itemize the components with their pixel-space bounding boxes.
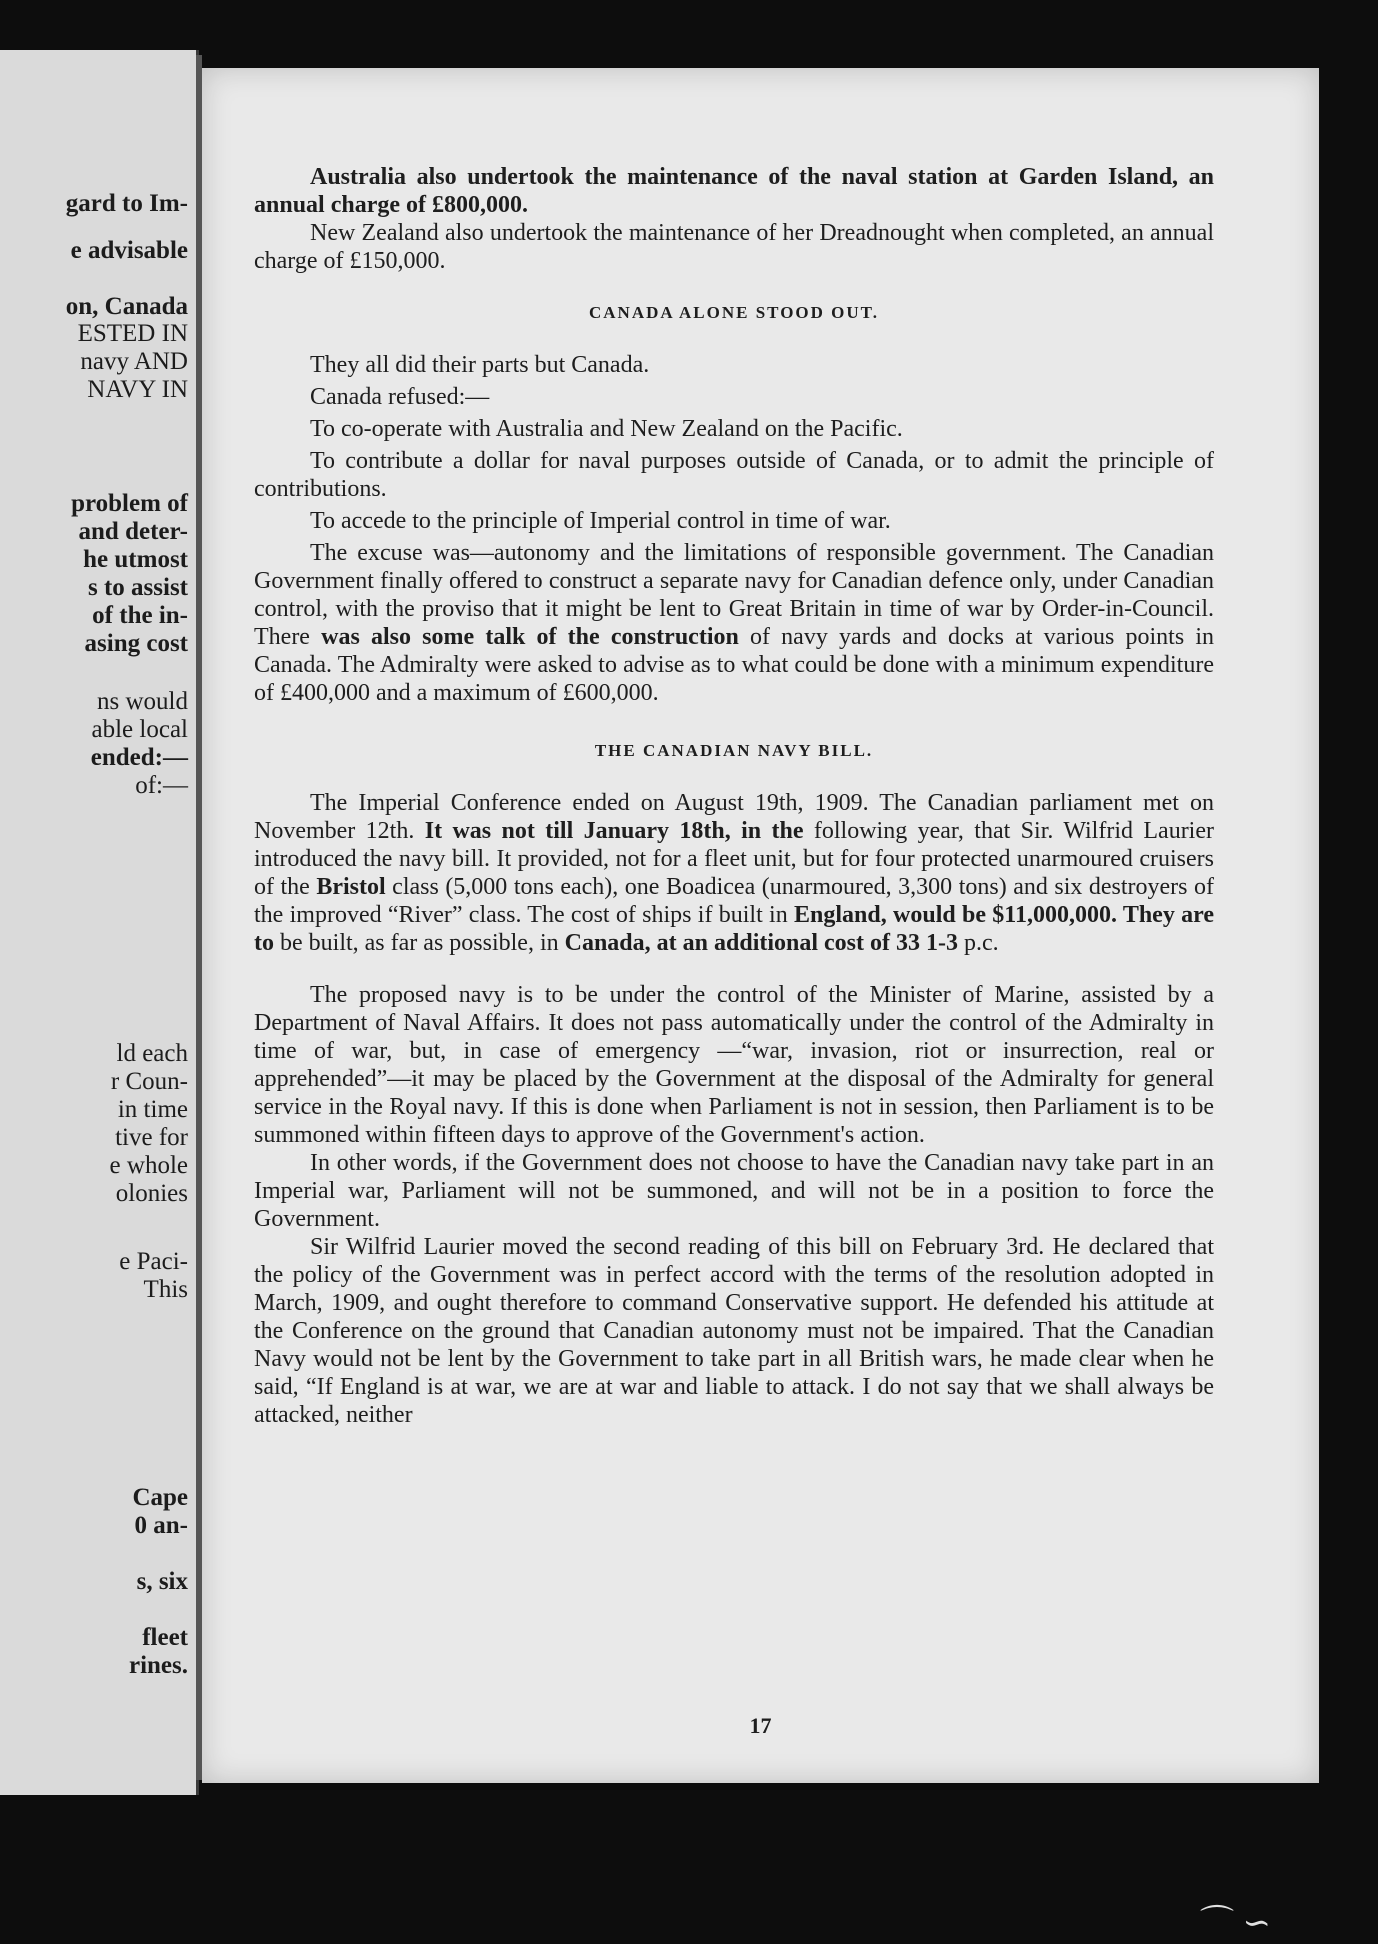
facing-page-line: ld each: [116, 1040, 188, 1067]
paragraph-australia: Australia also undertook the maintenance of the naval station at Garden Island, an annual charge of £800,000.: [254, 164, 1214, 218]
facing-page-line: Cape: [132, 1484, 188, 1511]
facing-page-line: 0 an-: [134, 1512, 188, 1539]
paragraph-accede: To accede to the principle of Imperial control in time of war.: [310, 508, 891, 534]
facing-page-line: fleet: [142, 1624, 188, 1651]
paragraph-second-reading: Sir Wilfrid Laurier moved the second reading of this bill on February 3rd. He declared that the policy of the Government was in perfect accord with the terms of the resolution adopted in March, 1909, and ought therefore to command Conservative support. He defended his attitude at the Conference on the ground that Canadian autonomy must not be impaired. That the Canadian Navy would not be lent by the Government to take part in all British wars, he made clear when he said, “If England is at war, we are at war and liable to attack. I do not say that we shall always be attacked, neither: [254, 1234, 1214, 1428]
facing-page-line: he utmost: [83, 546, 188, 573]
facing-page-line: problem of: [71, 490, 188, 517]
facing-page-line: ns would: [97, 688, 188, 715]
paragraph-new-zealand: New Zealand also undertook the maintenance of her Dreadnought when completed, an annual charge of £150,000.: [254, 220, 1214, 274]
paragraph-canada-refused: Canada refused:—: [310, 384, 490, 410]
paragraph-other-words: In other words, if the Government does not choose to have the Canadian navy take part in an Imperial war, Parliament will not be summoned, and will not be in a position to force the Government.: [254, 1150, 1214, 1232]
document-page: [202, 68, 1319, 1783]
facing-page-line: rines.: [128, 1652, 188, 1679]
text-column: [254, 163, 1214, 1429]
page-number: 17: [749, 1713, 772, 1738]
facing-page-line: of:—: [135, 772, 188, 799]
paragraph-co-operate: To co-operate with Australia and New Zealand on the Pacific.: [310, 416, 903, 442]
section-heading-navy-bill: THE CANADIAN NAVY BILL.: [594, 741, 874, 760]
facing-page-line: ESTED IN: [77, 320, 188, 347]
paragraph-their-parts: They all did their parts but Canada.: [310, 352, 650, 378]
scan-edge-artifact: ⌒ ∽: [1200, 1905, 1271, 1942]
paragraph-excuse: The excuse was—autonomy and the limitations of responsible government. The Canadian Government finally offered to construct a separate navy for Canadian defence only, under Canadian control, with the proviso that it might be lent to Great Britain in time of war by Order-in-Council. There was also some talk of the construction of navy yards and docks at various points in Canada. The Admiralty were asked to advise as to what could be done with a minimum expenditure of £400,000 and a maximum of £600,000.: [254, 540, 1214, 706]
facing-page-line: ended:—: [90, 744, 188, 771]
facing-page-line: e advisable: [70, 237, 188, 264]
section-heading-canada-alone: CANADA ALONE STOOD OUT.: [588, 303, 880, 322]
facing-page-line: navy AND: [80, 348, 188, 375]
facing-page-line: in time: [117, 1096, 188, 1123]
facing-page-line: asing cost: [84, 630, 188, 657]
facing-page-fragment: [0, 50, 199, 1795]
facing-page-line: gard to Im-: [65, 190, 188, 217]
facing-page-line: and deter-: [78, 518, 188, 545]
facing-page-line: s, six: [136, 1568, 188, 1595]
facing-page-line: on, Canada: [65, 293, 188, 320]
facing-page-line: able local: [91, 716, 188, 743]
facing-page-line: e Paci-: [119, 1248, 188, 1275]
facing-page-line: of the in-: [92, 602, 188, 629]
facing-page-line: olonies: [115, 1180, 188, 1207]
facing-page-line: tive for: [115, 1124, 188, 1151]
paragraph-imperial-conference: The Imperial Conference ended on August 19th, 1909. The Canadian parliament met on November 12th. It was not till January 18th, in the following year, that Sir. Wilfrid Laurier introduced the navy bill. It provided, not for a fleet unit, but for four protected unarmoured cruisers of the Bristol class (5,000 tons each), one Boadicea (unarmoured, 3,300 tons) and six destroyers of the improved “River” class. The cost of ships if built in England, would be $11,000,000. They are to be built, as far as possible, in Canada, at an additional cost of 33 1-3 p.c.: [254, 790, 1215, 956]
paragraph-contribute: To contribute a dollar for naval purposes outside of Canada, or to admit the principle of contributions.: [254, 448, 1214, 502]
facing-page-line: NAVY IN: [87, 376, 188, 403]
facing-page-line: This: [143, 1276, 188, 1303]
facing-page-line: e whole: [109, 1152, 188, 1179]
facing-page-line: s to assist: [87, 574, 188, 601]
paragraph-proposed-navy: The proposed navy is to be under the control of the Minister of Marine, assisted by a Department of Naval Affairs. It does not pass automatically under the control of the Admiralty in time of war, but, in case of emergency —“war, invasion, riot or insurrection, real or apprehended”—it may be placed by the Government at the disposal of the Admiralty for general service in the Royal navy. If this is done when Parliament is not in session, then Parliament is to be summoned within fifteen days to approve of the Government's action.: [254, 982, 1214, 1148]
facing-page-line: r Coun-: [110, 1068, 188, 1095]
